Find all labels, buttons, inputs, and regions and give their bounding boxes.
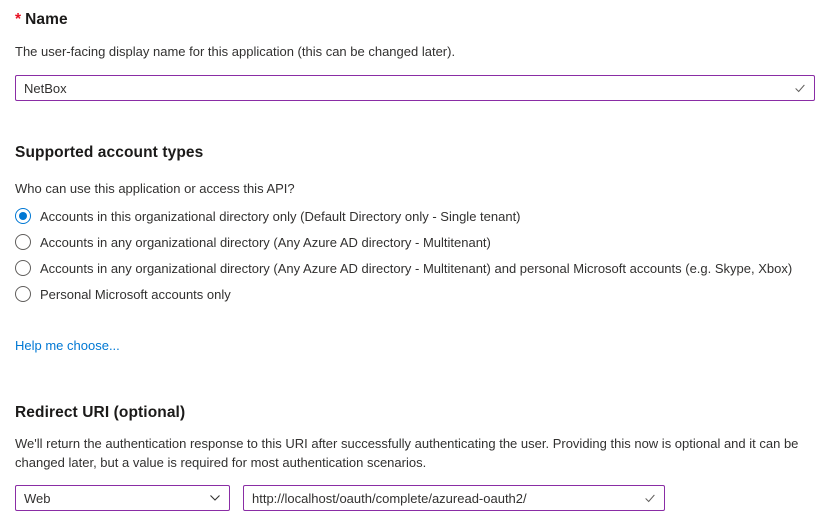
radio-button-icon[interactable] <box>15 260 31 276</box>
radio-button-icon[interactable] <box>15 208 31 224</box>
redirect-uri-input[interactable] <box>243 485 665 511</box>
radio-option-personal-only[interactable] <box>15 286 815 302</box>
platform-selected-value: Web <box>24 490 51 506</box>
radio-option-label: Accounts in any organizational directory (Any Azure AD directory - Multitenant) <box>40 234 491 250</box>
radio-option-multitenant-personal[interactable] <box>15 260 815 276</box>
chevron-down-icon <box>209 492 221 504</box>
name-field-container <box>15 75 815 101</box>
required-asterisk: * <box>15 11 22 28</box>
radio-option-single-tenant[interactable] <box>15 208 815 224</box>
radio-button-icon[interactable] <box>15 286 31 302</box>
radio-button-icon[interactable] <box>15 234 31 250</box>
redirect-uri-title: Redirect URI (optional) <box>15 404 186 421</box>
supported-account-types-title: Supported account types <box>15 144 204 161</box>
radio-option-label: Accounts in this organizational directory only (Default Directory only - Single tenant) <box>40 208 521 224</box>
name-section-title <box>15 10 815 30</box>
name-title-text: Name <box>25 11 68 28</box>
name-input[interactable] <box>15 75 815 101</box>
redirect-uri-field-container <box>243 485 665 511</box>
help-me-choose-link[interactable]: Help me choose... <box>15 338 120 353</box>
platform-select-dropdown[interactable] <box>15 485 230 511</box>
radio-option-multitenant[interactable] <box>15 234 815 250</box>
redirect-uri-description: We'll return the authentication response to this URI after successfully authenticating the user. Providing this now is optional and it can be changed later, but a value is required for most authentication scenarios. <box>15 436 799 470</box>
redirect-uri-controls <box>15 485 815 511</box>
name-description: The user-facing display name for this application (this can be changed later). <box>15 44 456 59</box>
account-types-question: Who can use this application or access this API? <box>15 181 295 196</box>
radio-option-label: Personal Microsoft accounts only <box>40 286 231 302</box>
account-type-radio-group <box>15 208 815 302</box>
radio-option-label: Accounts in any organizational directory (Any Azure AD directory - Multitenant) and personal Microsoft accounts (e.g. Skype, Xbox) <box>40 260 793 276</box>
